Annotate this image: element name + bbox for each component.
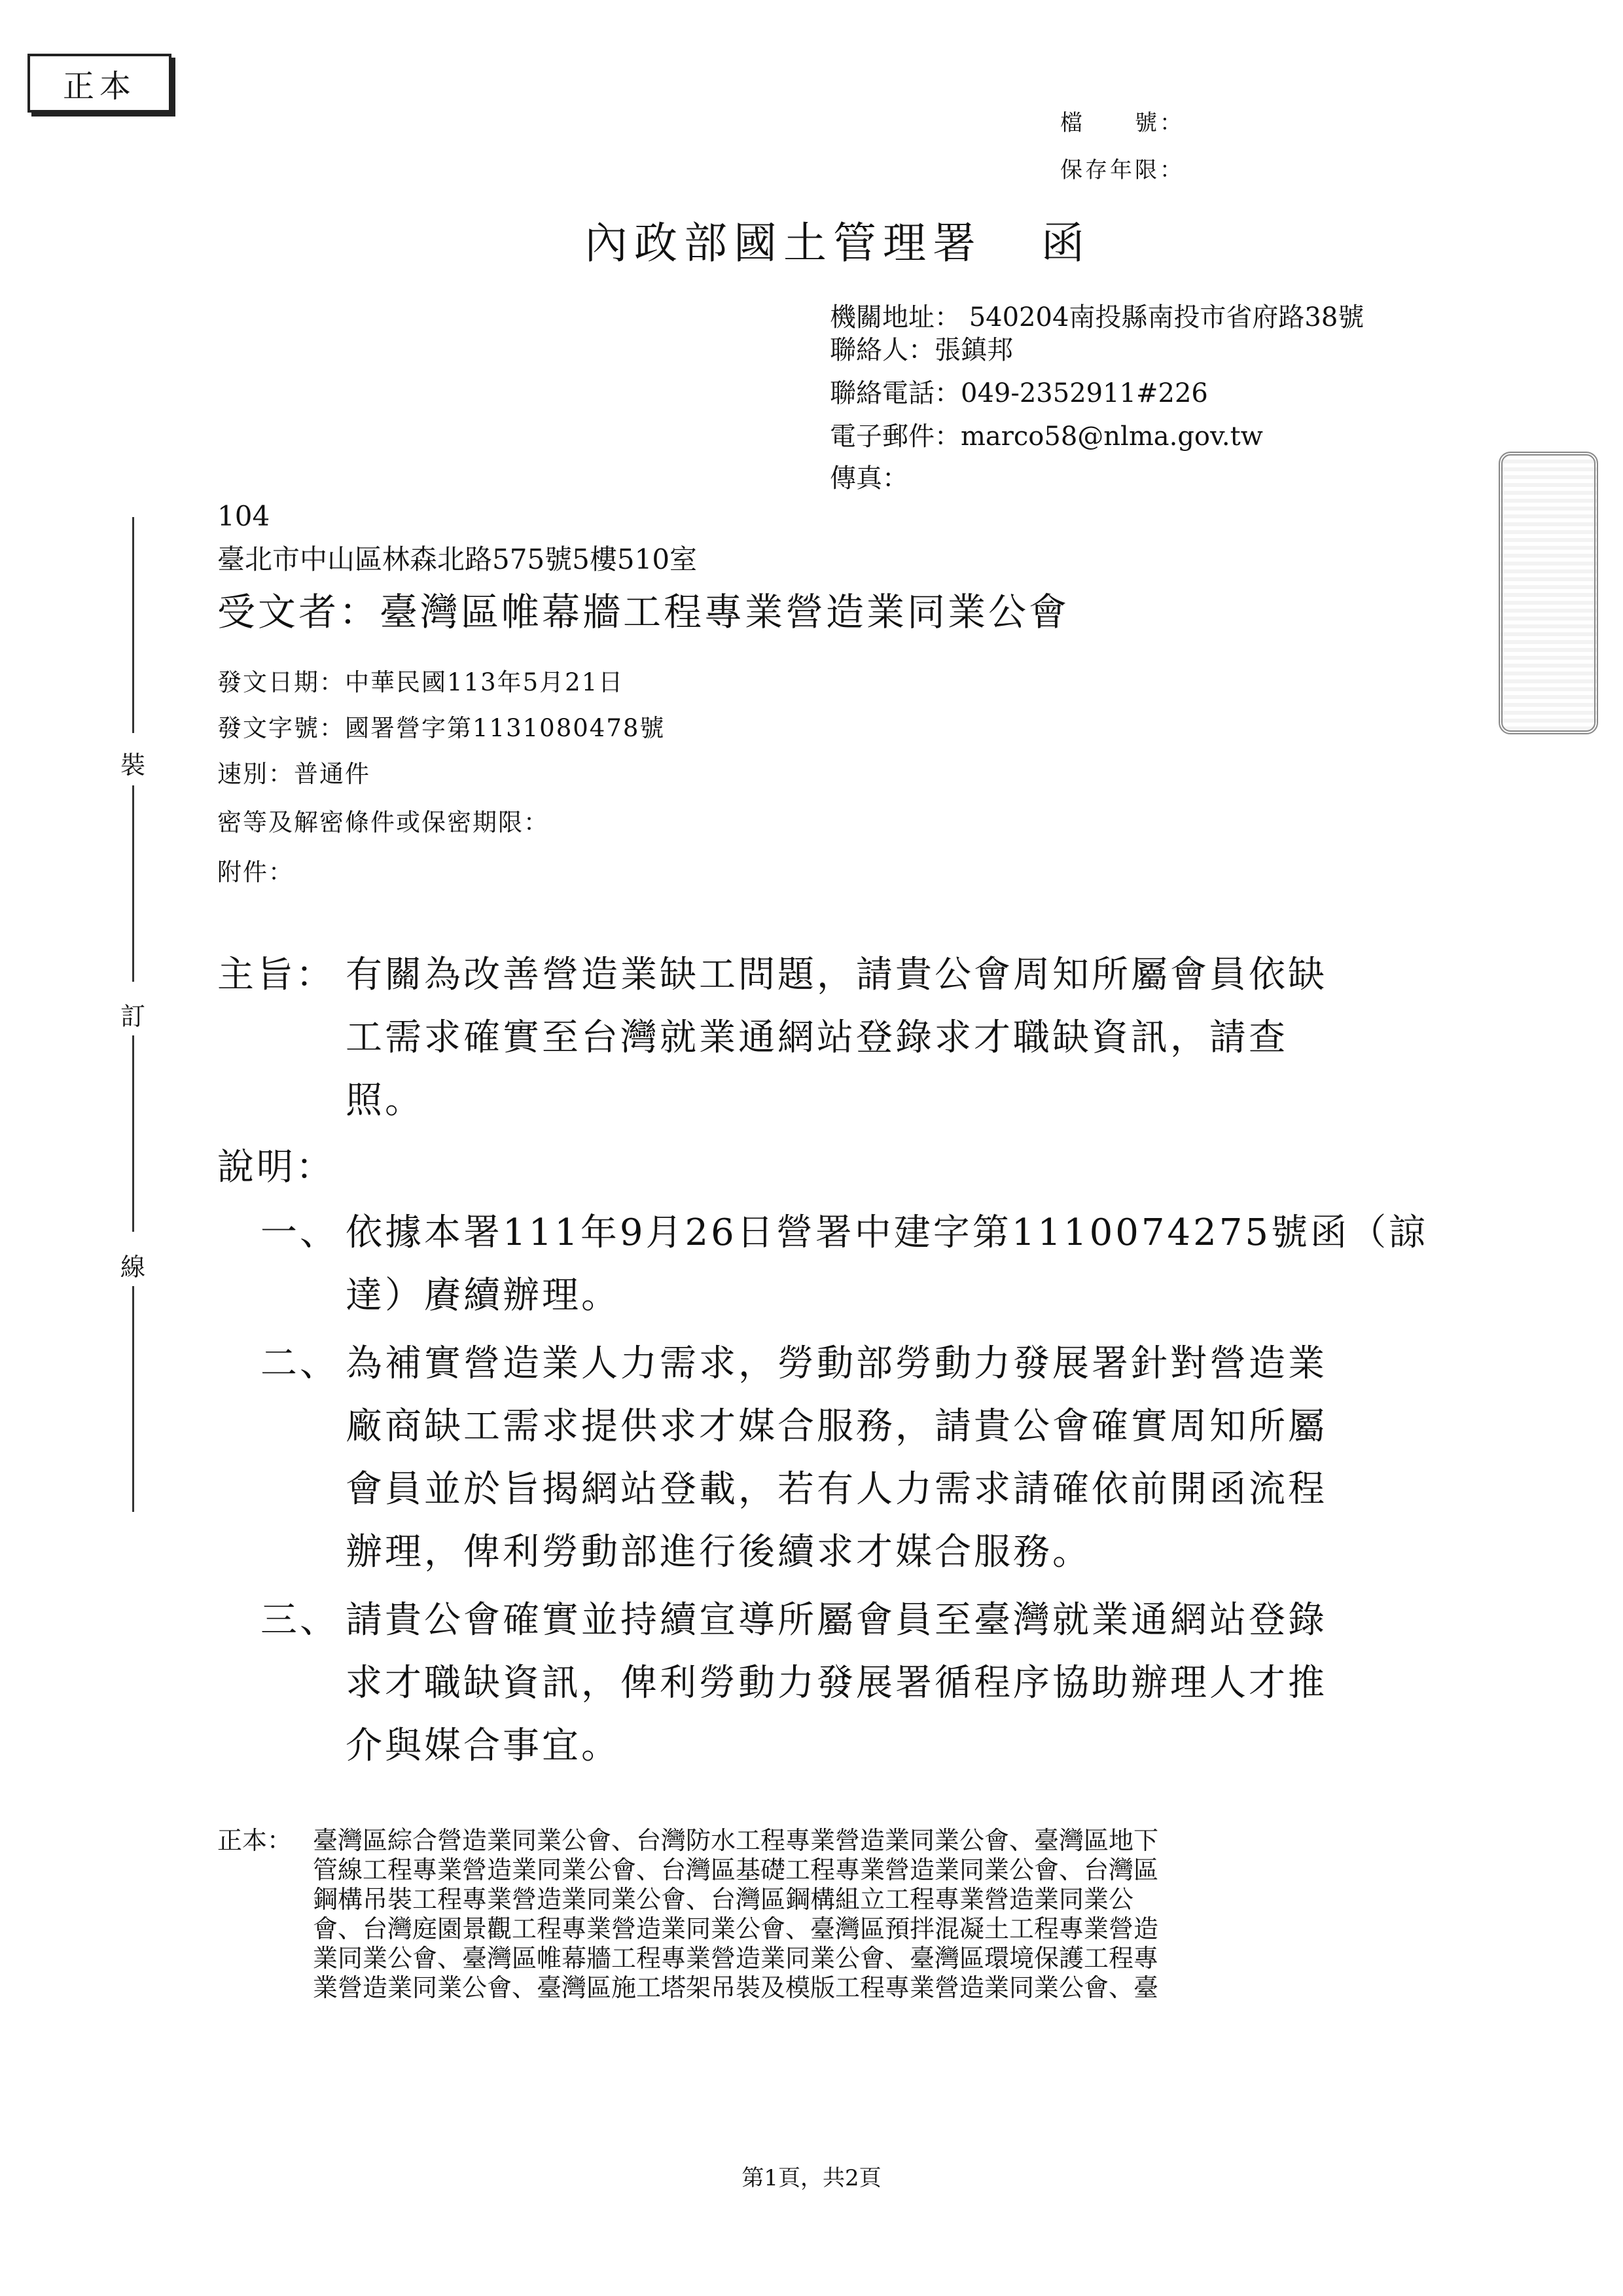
binding-char-zhuang: 裝 <box>120 751 146 780</box>
item-line: 請貴公會確實並持續宣導所屬會員至臺灣就業通網站登錄 <box>346 1599 1327 1641</box>
binding-line-middle <box>132 785 134 982</box>
page-number: 第1頁，共2頁 <box>741 2165 882 2191</box>
speed-category: 速別：普通件 <box>217 760 370 788</box>
sender-fax: 傳真： <box>830 463 908 493</box>
cc-line: 鋼構吊裝工程專業營造業同業公會、台灣區鋼構組立工程專業營造業同業公 <box>313 1885 1134 1914</box>
item-number: 二、 <box>260 1342 339 1385</box>
item-line: 依據本署111年9月26日營署中建字第1110074275號函（諒 <box>346 1211 1429 1254</box>
official-seal-image <box>1499 452 1598 734</box>
cc-list <box>313 1826 1438 2003</box>
item-line: 達）賡續辦理。 <box>346 1274 620 1317</box>
binding-line-top <box>132 517 134 733</box>
issue-date: 發文日期：中華民國113年5月21日 <box>217 668 624 696</box>
doc-type: 函 <box>1041 218 1091 268</box>
retention-label: 保存年限： <box>1060 157 1185 183</box>
reference-number: 發文字號：國署營字第1131080478號 <box>217 714 666 742</box>
cc-line: 臺灣區綜合營造業同業公會、台灣防水工程專業營造業同業公會、臺灣區地下 <box>313 1826 1159 1855</box>
cc-line: 業同業公會、臺灣區帷幕牆工程專業營造業同業公會、臺灣區環境保護工程專 <box>313 1944 1159 1973</box>
copy-stamp: 正本 <box>27 54 171 113</box>
recipient-postal-code: 104 <box>217 500 270 532</box>
item-line: 辦理，俾利勞動部進行後續求才媒合服務。 <box>346 1531 1092 1573</box>
file-number-label: 檔 號： <box>1060 110 1185 136</box>
item-line: 會員並於旨揭網站登載，若有人力需求請確依前開函流程 <box>346 1468 1327 1511</box>
document-title <box>0 208 1623 270</box>
cc-line: 會、台灣庭園景觀工程專業營造業同業公會、臺灣區預拌混凝土工程專業營造 <box>313 1914 1159 1943</box>
sender-address: 機關地址： 540204南投縣南投市省府路38號 <box>830 302 1364 332</box>
sender-email: 電子郵件：marco58@nlma.gov.tw <box>830 422 1263 452</box>
item-line: 為補實營造業人力需求，勞動部勞動力發展署針對營造業 <box>346 1342 1327 1385</box>
attachment: 附件： <box>217 858 294 886</box>
subject-line: 照。 <box>346 1079 424 1122</box>
item-line: 求才職缺資訊，俾利勞動力發展署循程序協助辦理人才推 <box>346 1662 1327 1704</box>
recipient-address: 臺北市中山區林森北路575號5樓510室 <box>217 543 698 575</box>
sender-phone: 聯絡電話：049-2352911#226 <box>830 378 1208 408</box>
item-number: 一、 <box>260 1211 339 1254</box>
sender-contact: 聯絡人：張鎮邦 <box>830 335 1013 365</box>
issuing-org: 內政部國土管理署 <box>584 218 982 268</box>
explanation-label: 說明： <box>217 1146 335 1189</box>
item-number: 三、 <box>260 1599 339 1641</box>
cc-line: 管線工程專業營造業同業公會、台灣區基礎工程專業營造業同業公會、台灣區 <box>313 1856 1159 1884</box>
item-line: 廠商缺工需求提供求才媒合服務，請貴公會確實周知所屬 <box>346 1405 1327 1448</box>
item-line: 介與媒合事宜。 <box>346 1725 620 1767</box>
binding-char-ding: 訂 <box>120 1002 146 1031</box>
recipient-name: 受文者：臺灣區帷幕牆工程專業營造業同業公會 <box>217 590 1070 634</box>
binding-char-xian: 線 <box>120 1253 146 1282</box>
subject-label: 主旨： <box>217 954 335 996</box>
cc-label: 正本： <box>217 1826 293 1855</box>
binding-line-lower <box>132 1035 134 1232</box>
subject-line: 有關為改善營造業缺工問題，請貴公會周知所屬會員依缺 <box>346 954 1327 996</box>
cc-line: 業營造業同業公會、臺灣區施工塔架吊裝及模版工程專業營造業同業公會、臺 <box>313 1973 1159 2002</box>
subject-line: 工需求確實至台灣就業通網站登錄求才職缺資訊，請查 <box>346 1016 1288 1059</box>
security-level: 密等及解密條件或保密期限： <box>217 808 549 836</box>
binding-line-bottom <box>132 1286 134 1512</box>
